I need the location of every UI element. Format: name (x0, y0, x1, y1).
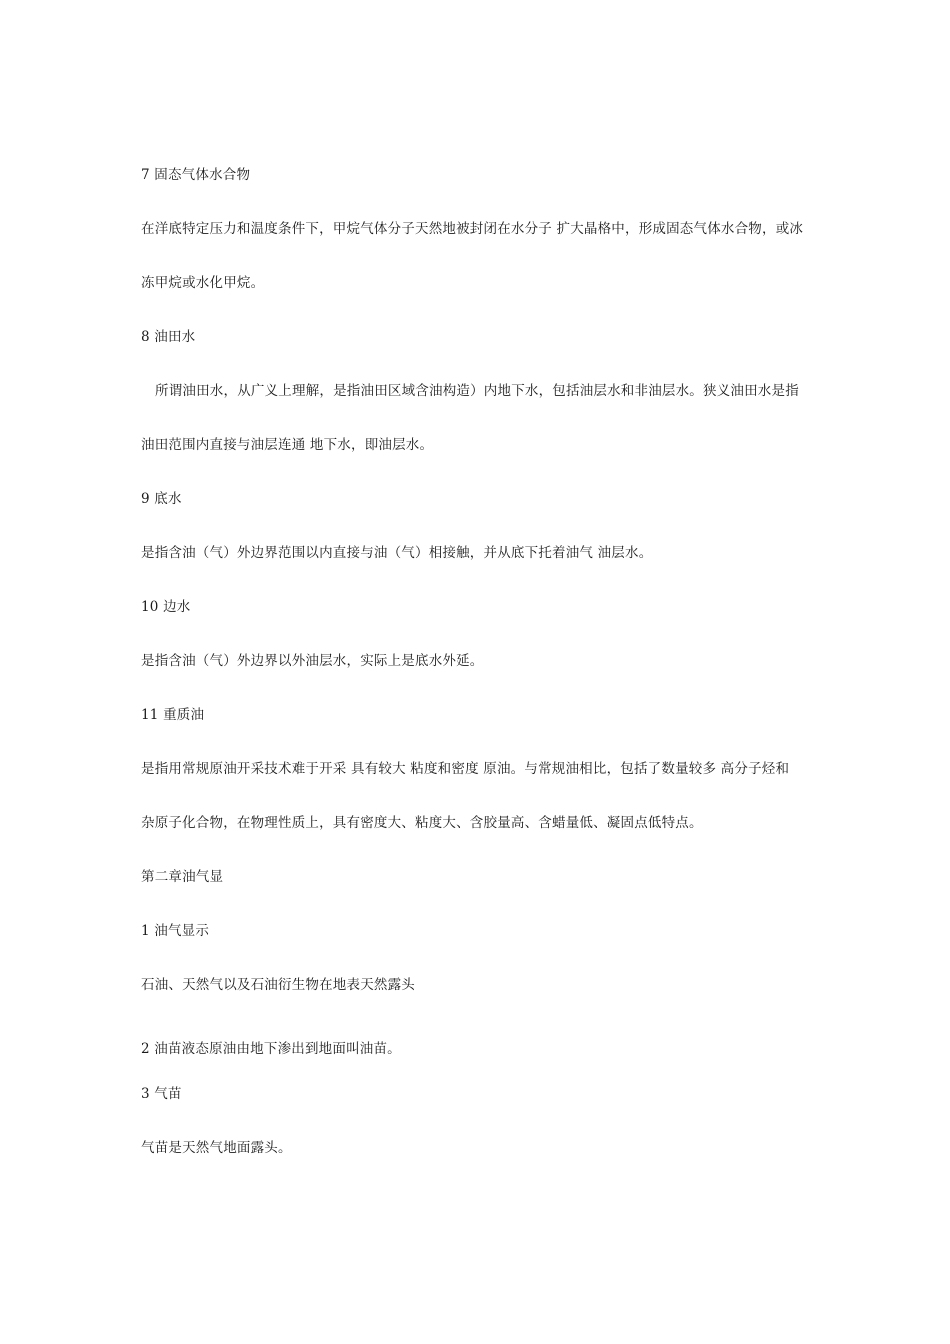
heading-oil-gas-show: 1 油气显示 (141, 923, 210, 939)
chapter-title: 第二章油气显 (141, 869, 224, 885)
paragraph-line: 在洋底特定压力和温度条件下，甲烷气体分子天然地被封闭在水分子 扩大晶格中，形成固态气体水合物，或冰 (141, 221, 804, 237)
paragraph-line: 杂原子化合物，在物理性质上，具有密度大、粘度大、含胶量高、含蜡量低、凝固点低特点。 (141, 815, 703, 831)
heading-heavy-oil: 11 重质油 (141, 707, 205, 723)
heading-gas-hydrate: 7 固态气体水合物 (141, 167, 251, 183)
paragraph-line: 石油、天然气以及石油衍生物在地表天然露头 (141, 977, 415, 993)
paragraph-line: 是指含油（气）外边界以外油层水，实际上是底水外延。 (141, 653, 484, 669)
paragraph-line: 2 油苗液态原油由地下渗出到地面叫油苗。 (141, 1041, 401, 1057)
paragraph-line: 是指含油（气）外边界范围以内直接与油（气）相接触，并从底下托着油气 油层水。 (141, 545, 653, 561)
paragraph-line: 气苗是天然气地面露头。 (141, 1140, 292, 1156)
heading-oilfield-water: 8 油田水 (141, 329, 196, 345)
heading-gas-seep: 3 气苗 (141, 1086, 182, 1102)
paragraph-line: 油田范围内直接与油层连通 地下水，即油层水。 (141, 437, 434, 453)
paragraph-line: 是指用常规原油开采技术难于开采 具有较大 粘度和密度 原油。与常规油相比，包括了数量较多 高分子烃和 (141, 761, 790, 777)
heading-bottom-water: 9 底水 (141, 491, 182, 507)
paragraph-line: 冻甲烷或水化甲烷。 (141, 275, 265, 291)
paragraph-line: 所谓油田水，从广义上理解，是指油田区域含油构造）内地下水，包括油层水和非油层水。狭义油田水是指 (155, 383, 799, 399)
heading-edge-water: 10 边水 (141, 599, 191, 615)
